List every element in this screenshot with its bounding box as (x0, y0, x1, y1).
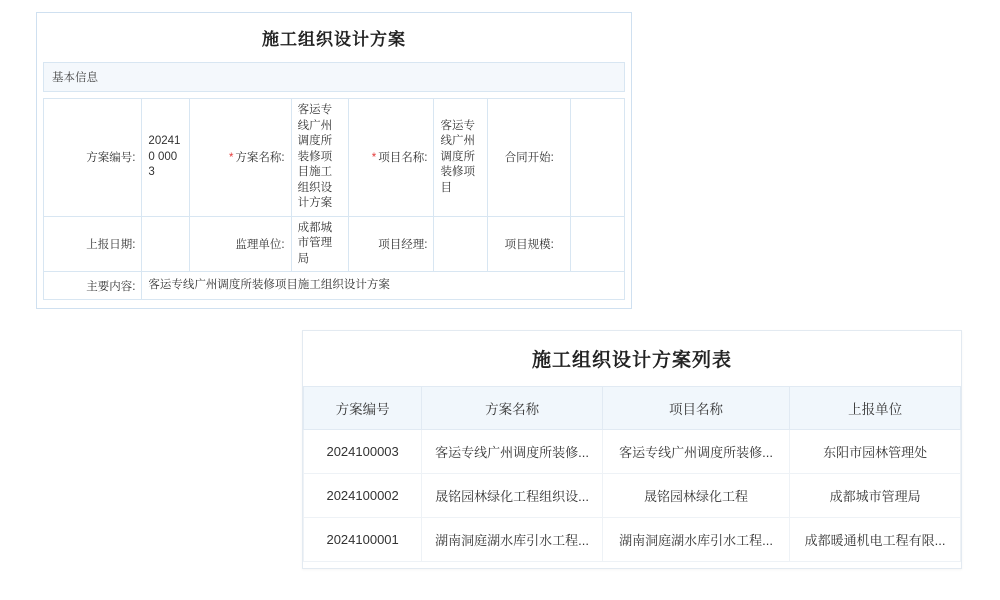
form-fields-table (43, 98, 625, 300)
table-row[interactable] (304, 474, 961, 518)
project-scale-label: 项目规模: (488, 216, 571, 272)
contract-start-value[interactable] (570, 99, 624, 217)
cell-plan-no[interactable]: 2024100003 (304, 430, 422, 474)
plan-name-value[interactable]: 客运专线广州调度所装修项目施工组织设计方案 (291, 99, 348, 217)
cell-report-unit: 成都城市管理局 (790, 474, 961, 518)
project-manager-value[interactable] (434, 216, 488, 272)
project-name-label (348, 99, 434, 217)
project-scale-value[interactable] (570, 216, 624, 272)
table-row[interactable] (304, 518, 961, 562)
plan-name-label-text: 方案名称: (235, 152, 285, 165)
plan-no-label: 方案编号: (44, 99, 142, 217)
cell-plan-name[interactable]: 客运专线广州调度所装修... (422, 430, 603, 474)
construction-plan-form (36, 12, 632, 309)
table-header-row (304, 387, 961, 430)
construction-plan-list-card (302, 330, 962, 569)
cell-plan-name[interactable]: 湖南洞庭湖水库引水工程... (422, 518, 603, 562)
column-header-project-name[interactable]: 项目名称 (602, 387, 789, 430)
supervisor-unit-value[interactable]: 成都城市管理局 (291, 216, 348, 272)
plan-name-label (190, 99, 292, 217)
contract-start-label: 合同开始: (488, 99, 571, 217)
cell-project-name[interactable]: 晟铭园林绿化工程 (602, 474, 789, 518)
main-content-value[interactable]: 客运专线广州调度所装修项目施工组织设计方案 (142, 272, 625, 300)
cell-report-unit: 成都暖通机电工程有限... (790, 518, 961, 562)
plan-no-value[interactable]: 202410 0003 (142, 99, 190, 217)
project-manager-label: 项目经理: (348, 216, 434, 272)
cell-project-name[interactable]: 客运专线广州调度所装修... (602, 430, 789, 474)
form-row-2 (44, 216, 625, 272)
form-row-3 (44, 272, 625, 300)
column-header-report-unit[interactable]: 上报单位 (790, 387, 961, 430)
supervisor-unit-label: 监理单位: (190, 216, 292, 272)
required-asterisk-plan-name: * (228, 152, 234, 165)
list-title: 施工组织设计方案列表 (531, 350, 732, 371)
project-name-value[interactable]: 客运专线广州调度所装修项目 (434, 99, 488, 217)
main-content-label: 主要内容: (44, 272, 142, 300)
cell-plan-name[interactable]: 晟铭园林绿化工程组织设... (422, 474, 603, 518)
cell-report-unit: 东阳市园林管理处 (790, 430, 961, 474)
form-row-1 (44, 99, 625, 217)
form-title: 施工组织设计方案 (262, 30, 406, 49)
cell-project-name[interactable]: 湖南洞庭湖水库引水工程... (602, 518, 789, 562)
report-date-value[interactable] (142, 216, 190, 272)
cell-plan-no[interactable]: 2024100001 (304, 518, 422, 562)
project-name-label-text: 项目名称: (378, 152, 428, 165)
section-header-basic-info: 基本信息 (43, 62, 625, 92)
column-header-plan-name[interactable]: 方案名称 (422, 387, 603, 430)
column-header-plan-no[interactable]: 方案编号 (304, 387, 422, 430)
cell-plan-no[interactable]: 2024100002 (304, 474, 422, 518)
table-row[interactable] (304, 430, 961, 474)
report-date-label: 上报日期: (44, 216, 142, 272)
construction-plan-list-table (303, 386, 961, 562)
required-asterisk-project-name: * (371, 152, 377, 165)
